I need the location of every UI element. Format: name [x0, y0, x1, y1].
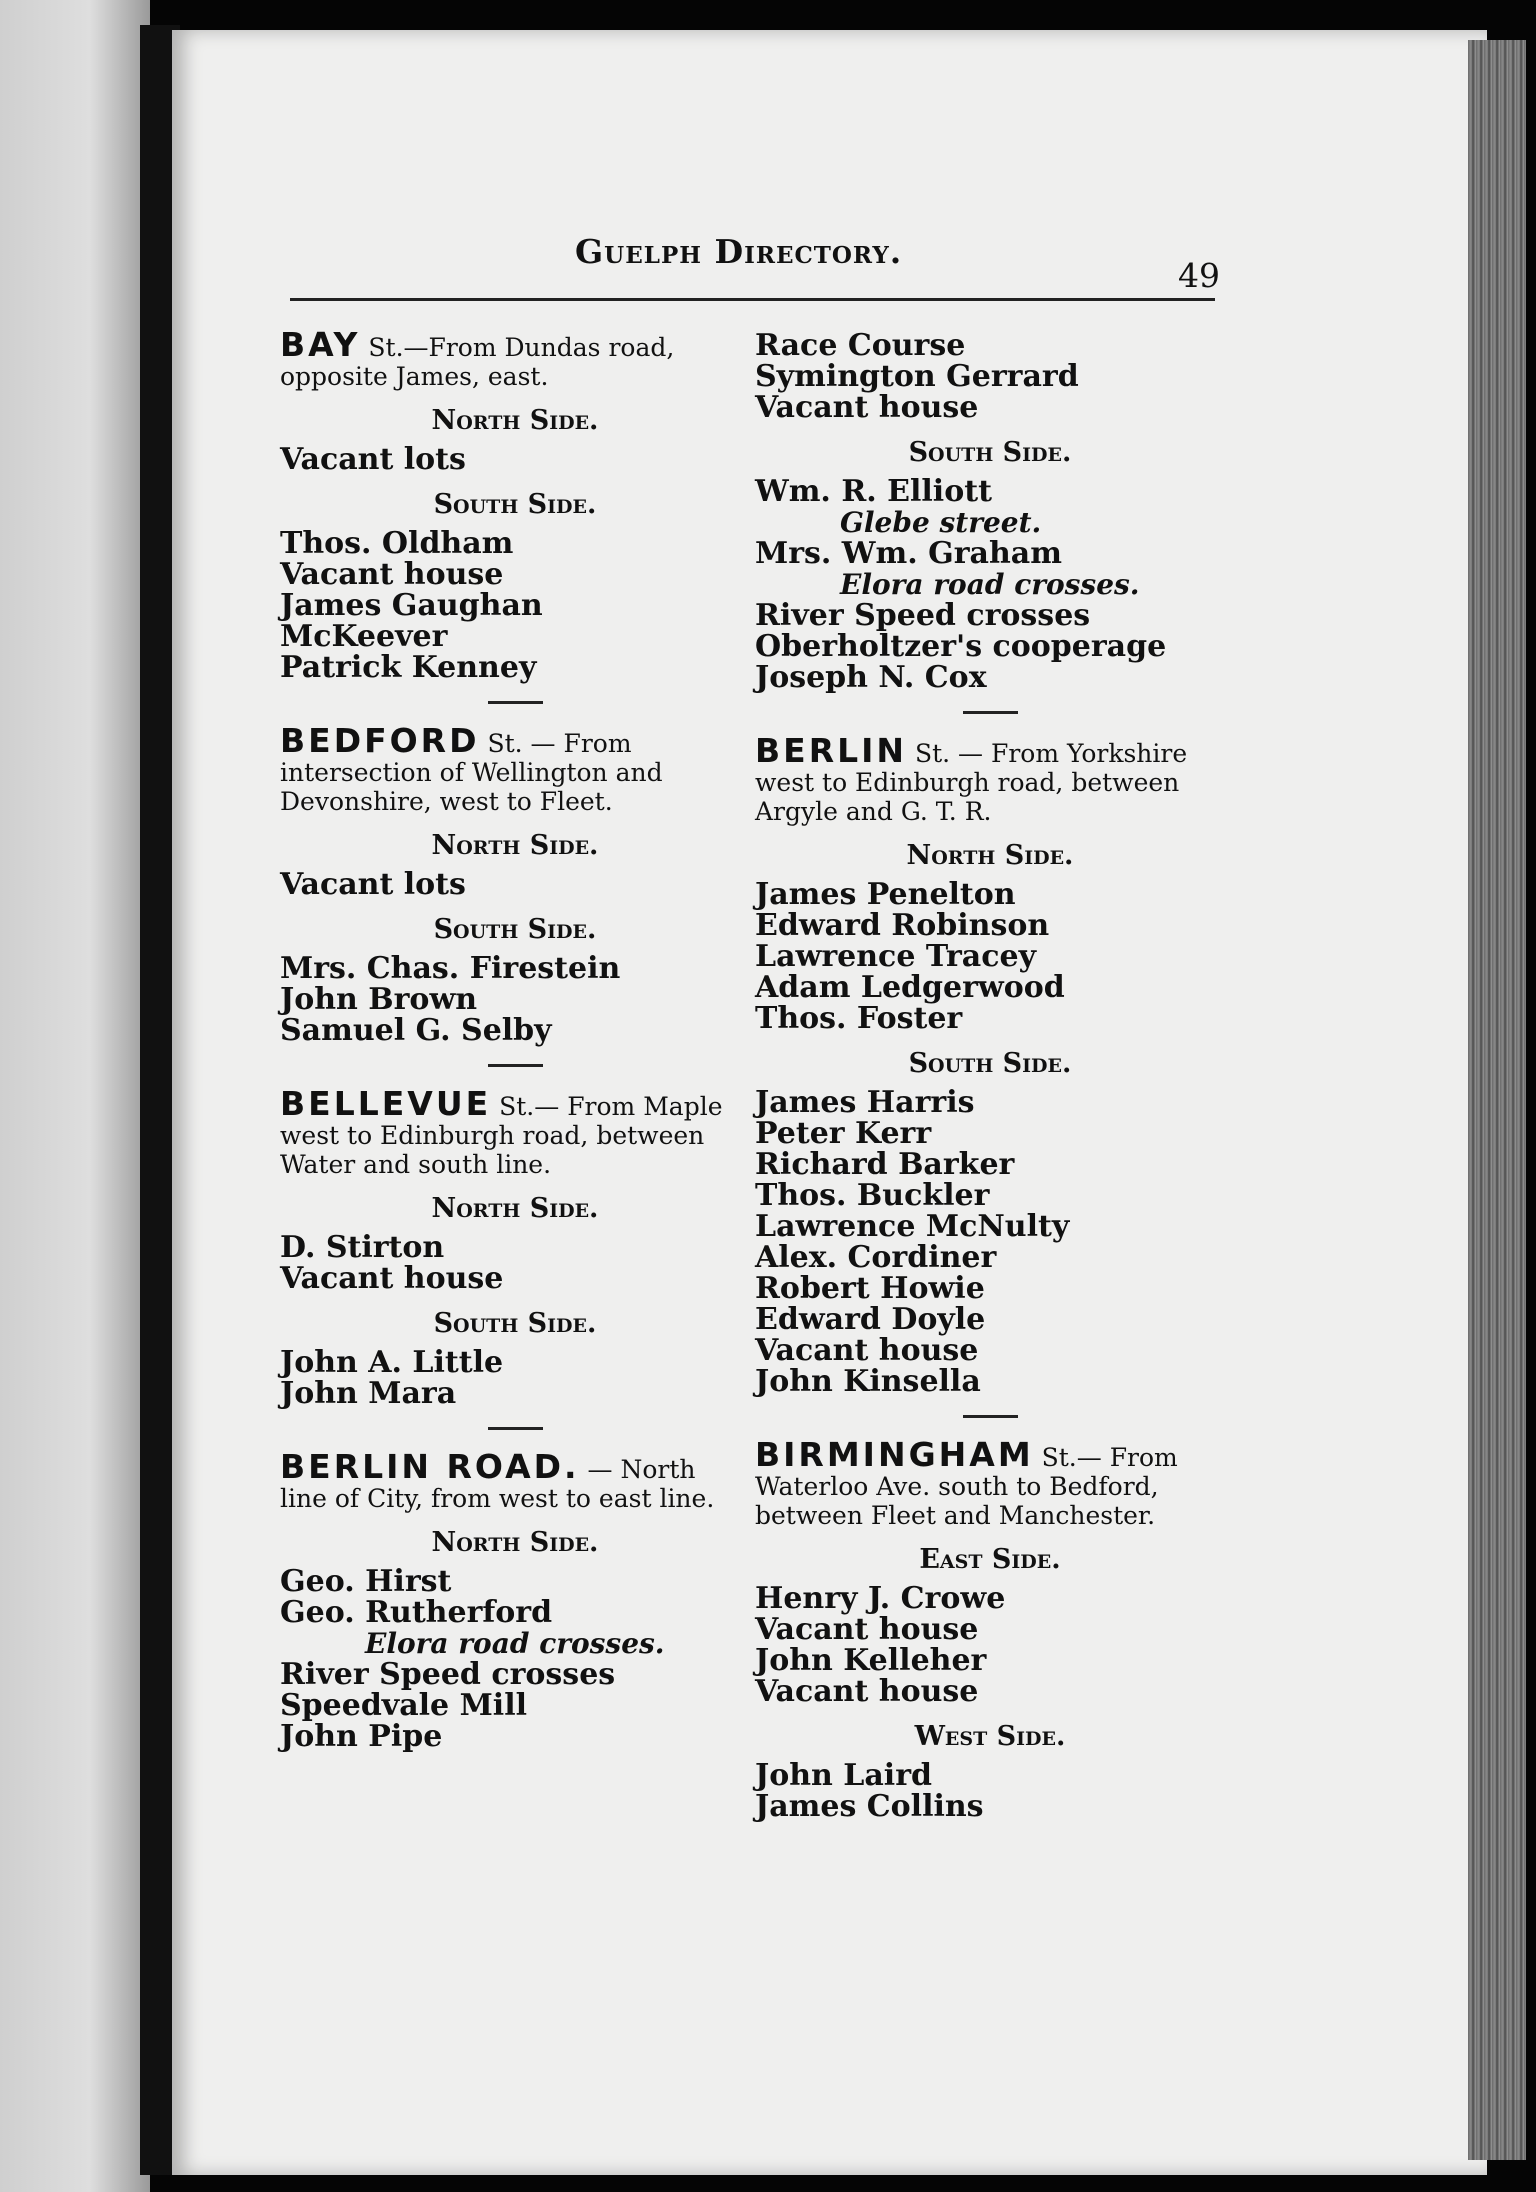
list-item: Geo. Hirst: [280, 1564, 452, 1599]
right-column: [755, 330, 1225, 1822]
list-item: Oberholtzer's cooperage: [755, 629, 1167, 664]
street-section: [280, 1084, 750, 1411]
list-item: Thos. Buckler: [755, 1178, 990, 1213]
side-label: South Side.: [433, 1308, 597, 1339]
street-heading: [280, 1084, 750, 1179]
list-item: Thos. Oldham: [280, 526, 514, 561]
street-heading: [280, 325, 750, 391]
list-item: Symington Gerrard: [755, 359, 1079, 394]
side-label: North Side.: [906, 840, 1074, 871]
section-separator: [963, 711, 1018, 714]
list-item: Speedvale Mill: [280, 1688, 527, 1723]
list-item: John Brown: [280, 982, 478, 1017]
street-section: [280, 721, 750, 1048]
list-item: D. Stirton: [280, 1230, 445, 1265]
list-item: John A. Little: [280, 1345, 504, 1380]
street-heading: [755, 1435, 1225, 1530]
list-item: Vacant house: [755, 1333, 979, 1368]
side-label: West Side.: [914, 1721, 1066, 1752]
street-name: BELLEVUE: [280, 1084, 492, 1123]
list-item: Henry J. Crowe: [755, 1581, 1006, 1616]
side-label: South Side.: [908, 1048, 1072, 1079]
list-item: James Collins: [755, 1789, 984, 1824]
list-item: Vacant house: [280, 1261, 504, 1296]
list-item: Edward Doyle: [755, 1302, 986, 1337]
list-item: John Mara: [280, 1376, 457, 1411]
list-item: Samuel G. Selby: [280, 1013, 552, 1048]
side-label: South Side.: [433, 914, 597, 945]
page-edges: [1468, 40, 1526, 2160]
list-item: Alex. Cordiner: [755, 1240, 997, 1275]
list-item: John Kelleher: [755, 1643, 987, 1678]
street-heading: [280, 721, 750, 816]
street-name: BERLIN ROAD.: [280, 1447, 580, 1486]
side-label: East Side.: [919, 1544, 1061, 1575]
street-name: BAY: [280, 325, 361, 364]
side-label: North Side.: [431, 1527, 599, 1558]
list-item: River Speed crosses: [280, 1657, 616, 1692]
list-item: River Speed crosses: [755, 598, 1091, 633]
list-item: Mrs. Chas. Firestein: [280, 951, 621, 986]
crossing-note: Elora road crosses.: [840, 568, 1140, 601]
list-item: Vacant lots: [280, 867, 466, 902]
list-item: Thos. Foster: [755, 1001, 963, 1036]
street-description: St. — From Yorkshire west to Edinburgh road, between Argyle and G. T. R.: [755, 739, 1188, 826]
list-item: Peter Kerr: [755, 1116, 932, 1151]
street-name: BERLIN: [755, 731, 908, 770]
list-item: John Kinsella: [755, 1364, 981, 1399]
list-item: Vacant house: [280, 557, 504, 592]
street-description: St.—From Dundas road, opposite James, east.: [280, 333, 675, 391]
list-item: Mrs. Wm. Graham: [755, 536, 1062, 571]
list-item: James Gaughan: [280, 588, 543, 623]
street-description: — North line of City, from west to east line.: [280, 1455, 715, 1513]
list-item: Vacant house: [755, 1674, 979, 1709]
side-label: South Side.: [433, 489, 597, 520]
list-item: Edward Robinson: [755, 908, 1050, 943]
list-item: Lawrence Tracey: [755, 939, 1037, 974]
side-label: North Side.: [431, 830, 599, 861]
list-item: Adam Ledgerwood: [755, 970, 1065, 1005]
list-item: Race Course: [755, 328, 966, 363]
section-separator: [488, 1427, 543, 1430]
street-heading: [280, 1447, 750, 1513]
street-description: St.— From Waterloo Ave. south to Bedford, between Fleet and Manchester.: [755, 1443, 1178, 1530]
street-description: St. — From intersection of Wellington and Devonshire, west to Fleet.: [280, 729, 663, 816]
list-item: Vacant lots: [280, 442, 466, 477]
page-title: Guelph Directory.: [575, 232, 903, 271]
side-label: North Side.: [431, 405, 599, 436]
list-item: Richard Barker: [755, 1147, 1015, 1182]
list-item: John Pipe: [280, 1719, 443, 1754]
list-item: Wm. R. Elliott: [755, 474, 992, 509]
list-item: John Laird: [755, 1758, 932, 1793]
section-separator: [488, 701, 543, 704]
section-separator: [963, 1415, 1018, 1418]
street-section: [755, 1435, 1225, 1824]
street-description: St.— From Maple west to Edinburgh road, between Water and south line.: [280, 1092, 723, 1179]
crossing-note: Glebe street.: [840, 506, 1042, 539]
header-rule: [290, 298, 1215, 301]
list-item: Robert Howie: [755, 1271, 985, 1306]
street-heading: [755, 731, 1225, 826]
facing-page: [0, 0, 150, 2192]
page-number: 49: [1178, 256, 1220, 295]
side-label: South Side.: [908, 437, 1072, 468]
street-section: [755, 731, 1225, 1399]
side-label: North Side.: [431, 1193, 599, 1224]
list-item: Joseph N. Cox: [755, 660, 987, 695]
street-name: BIRMINGHAM: [755, 1435, 1034, 1474]
crossing-note: Elora road crosses.: [365, 1627, 665, 1660]
list-item: James Harris: [755, 1085, 975, 1120]
street-name: BEDFORD: [280, 721, 480, 760]
left-column: [280, 325, 750, 1754]
list-item: James Penelton: [755, 877, 1016, 912]
list-item: Patrick Kenney: [280, 650, 537, 685]
list-item: Vacant house: [755, 1612, 979, 1647]
section-separator: [488, 1064, 543, 1067]
street-section: [280, 1447, 750, 1754]
street-section: [280, 325, 750, 685]
list-item: Geo. Rutherford: [280, 1595, 553, 1630]
list-item: McKeever: [280, 619, 448, 654]
list-item: Vacant house: [755, 390, 979, 425]
list-item: Lawrence McNulty: [755, 1209, 1070, 1244]
